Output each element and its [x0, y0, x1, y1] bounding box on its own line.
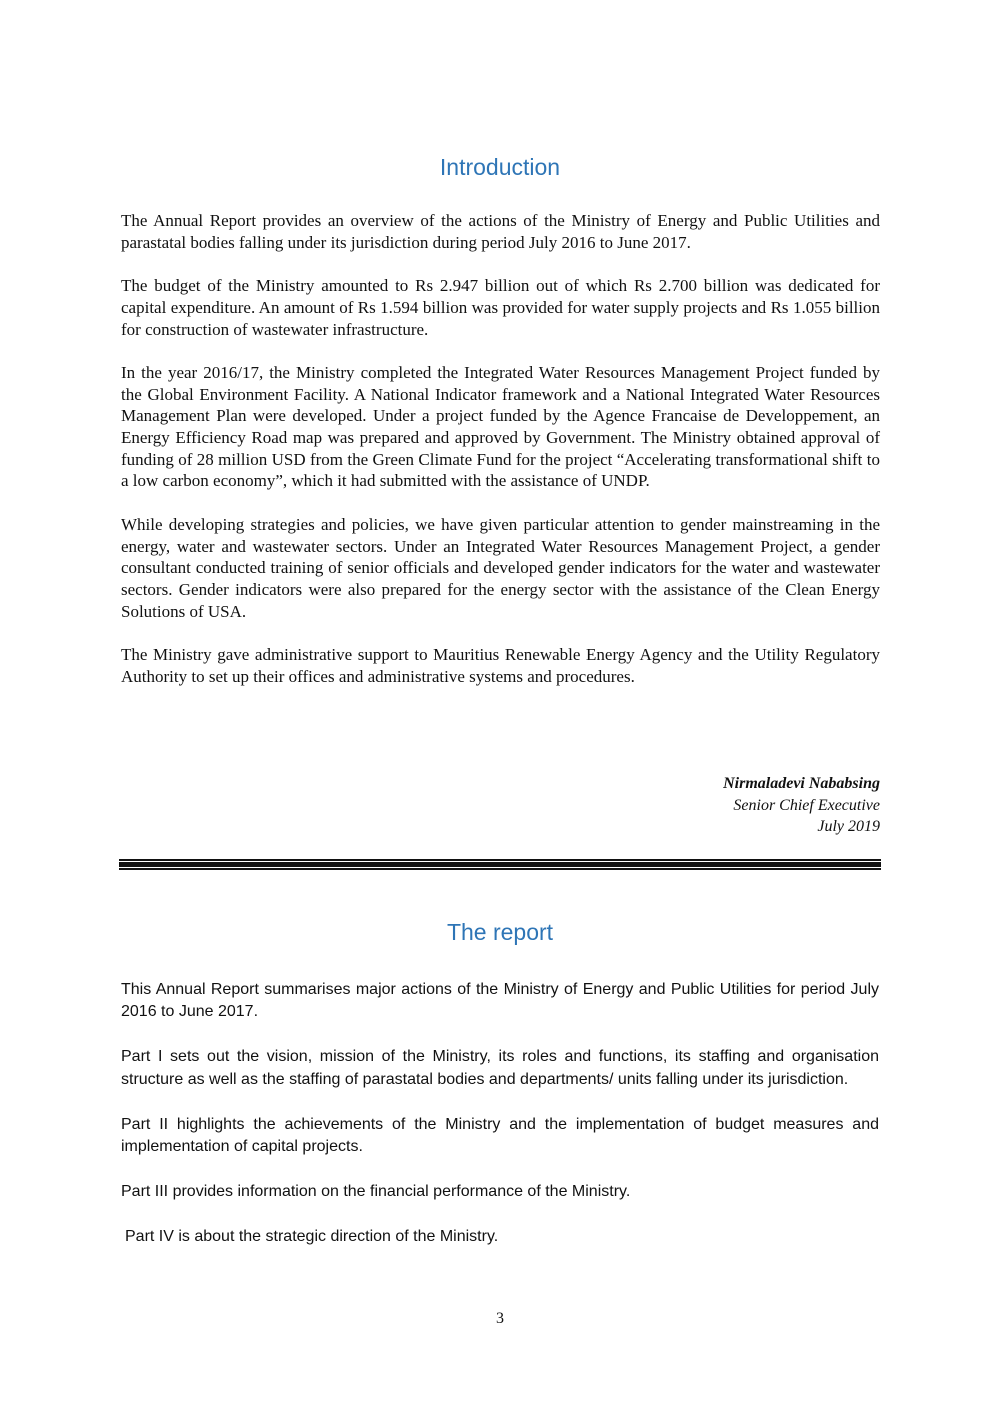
introduction-paragraph: The Ministry gave administrative support to Mauritius Renewable Energy Agency and the Utility Regulatory Authority to set up their offices and administrative systems and procedures.	[121, 645, 880, 686]
introduction-paragraph: While developing strategies and policies, we have given particular attention to gender mainstreaming in the energy, water and wastewater sectors. Under an Integrated Water Resources Management Project, a gender consultant conducted training of senior officials and developed gender indicators for the water and wastewater sectors. Gender indicators were also prepared for the energy sector with the assistance of the Clean Energy Solutions of USA.	[121, 514, 880, 621]
signature-block	[500, 773, 880, 838]
divider-thin-line	[119, 859, 881, 861]
report-paragraph: Part II highlights the achievements of the Ministry and the implementation of budget measures and implementation of capital projects.	[121, 1115, 879, 1156]
signatory-title: Senior Chief Executive	[733, 796, 880, 814]
report-paragraph: Part III provides information on the financial performance of the Ministry.	[121, 1183, 631, 1201]
report-paragraph: Part I sets out the vision, mission of the Ministry, its roles and functions, its staffing and organisation structure as well as the staffing of parastatal bodies and departments/ units falling under its jurisdiction.	[121, 1048, 879, 1088]
report-heading: The report	[446, 919, 554, 945]
introduction-heading: Introduction	[439, 154, 561, 180]
divider-thin-line	[119, 868, 881, 870]
divider-thick-line	[119, 862, 881, 867]
signatory-name: Nirmaladevi Nababsing	[723, 775, 880, 792]
introduction-paragraph: The Annual Report provides an overview of the actions of the Ministry of Energy and Public Utilities and parastatal bodies falling under its jurisdiction during period July 2016 to June 2017.	[121, 211, 880, 252]
signature-date: July 2019	[817, 818, 880, 835]
report-body	[121, 979, 879, 1271]
introduction-body	[121, 210, 880, 709]
introduction-paragraph: In the year 2016/17, the Ministry completed the Integrated Water Resources Management Project funded by the Global Environment Facility. A National Indicator framework and a National Integrated Water Resources Management Plan were developed. Under a project funded by the Agence Francaise de Developpement, an Energy Efficiency Road map was prepared and approved by Government. The Ministry obtained approval of funding of 28 million USD from the Green Climate Fund for the project “Accelerating transformational shift to a low carbon economy”, which it had submitted with the assistance of UNDP.	[121, 362, 880, 491]
report-paragraph: Part IV is about the strategic direction of the Ministry.	[125, 1228, 499, 1246]
report-paragraph: This Annual Report summarises major actions of the Ministry of Energy and Public Utilities for period July 2016 to June 2017.	[121, 981, 879, 1021]
page-number: 3	[496, 1310, 504, 1327]
introduction-paragraph: The budget of the Ministry amounted to Rs 2.947 billion out of which Rs 2.700 billion was dedicated for capital expenditure. An amount of Rs 1.594 billion was provided for water supply projects and Rs 1.055 billion for construction of wastewater infrastructure.	[121, 276, 880, 339]
section-divider	[119, 859, 881, 870]
